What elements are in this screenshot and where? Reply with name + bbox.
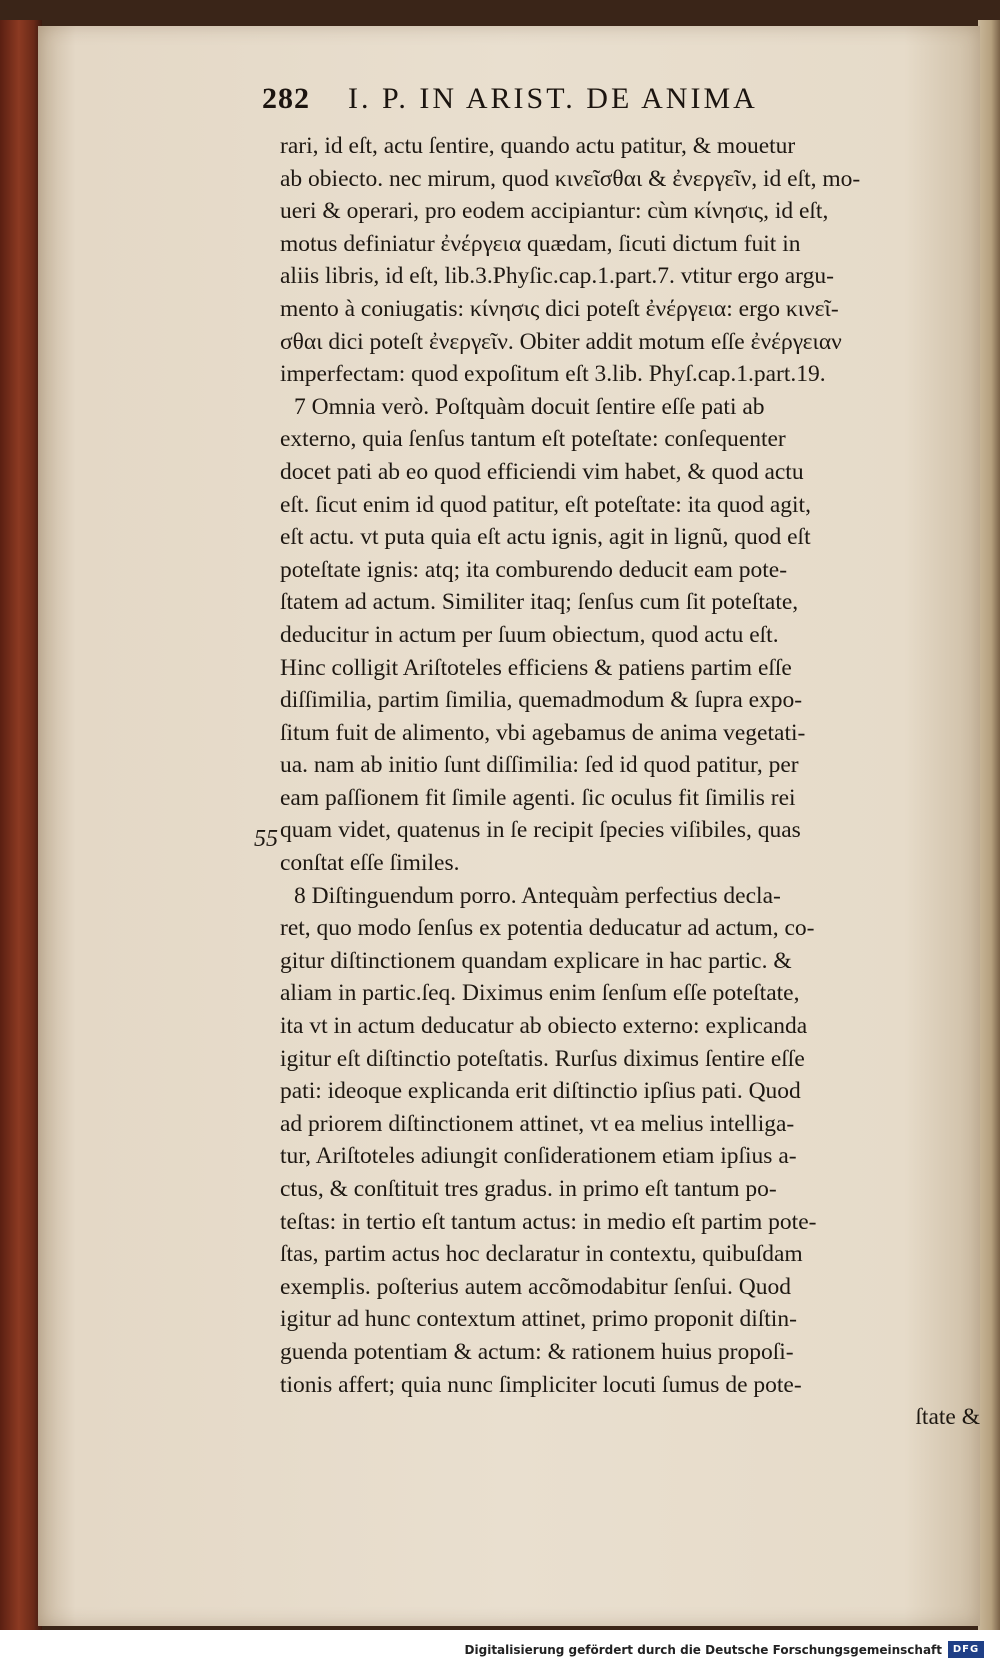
text-line: deducitur in actum per ſuum obiectum, quod actu eſt. [280,621,779,648]
text-line: exemplis. poſterius autem accõmodabitur ſenſui. Quod [280,1273,791,1300]
text-line: rari, id eſt, actu ſentire, quando actu patitur, & mouetur [280,133,796,159]
text-line: mento à coniugatis: κίνησις dici poteſt ἐνέργεια: ergo κινεῖ- [280,295,839,322]
text-line: ua. nam ab initio ſunt diſſimilia: ſed id quod patitur, per [280,752,799,779]
text-line: teſtas: in tertio eſt tantum actus: in medio eſt partim pote- [280,1208,817,1235]
text-line: conſtat eſſe ſimiles. [280,850,460,877]
text-line: diſſimilia, partim ſimilia, quemadmodum & ſupra expo- [280,687,803,714]
text-line: eam paſſionem fit ſimile agenti. ſic oculus fit ſimilis rei [280,784,796,811]
text-line: Hinc colligit Ariſtoteles efficiens & patiens partim eſſe [280,654,792,681]
text-line: eſt actu. vt puta quia eſt actu ignis, agit in lignũ, quod eſt [280,524,811,551]
text-line: tur, Ariſtoteles adiungit conſiderationem etiam ipſius a- [280,1143,797,1170]
text-line: imperfectam: quod expoſitum eſt 3.lib. Phyſ.cap.1.part.19. [280,361,826,388]
text-line: poteſtate ignis: atq; ita comburendo deducit eam pote- [280,556,788,583]
text-line: guenda potentiam & actum: & rationem huius propoſi- [280,1338,794,1365]
footer-credit: Digitalisierung gefördert durch die Deutsche Forschungsgemeinschaft [464,1643,942,1657]
text-line: externo, quia ſenſus tantum eſt poteſtate: conſequenter [280,426,786,453]
text-line: ſtate & [915,1404,980,1431]
text-line: ſtatem ad actum. Similiter itaq; ſenſus cum ſit poteſtate, [280,589,799,616]
text-line: igitur ad hunc contextum attinet, primo proponit diſtin- [280,1306,797,1333]
text-line: ctus, & conſtituit tres gradus. in primo eſt tantum po- [280,1176,777,1202]
text-line: aliam in partic.ſeq. Diximus enim ſenſum eſſe poteſtate, [280,980,800,1007]
text-line: ad priorem diſtinctionem attinet, vt ea melius intelliga- [280,1110,795,1137]
book-cover-edge [0,20,42,1630]
page-edge-right [978,20,1000,1630]
text-line: tionis affert; quia nunc ſimpliciter locuti ſumus de pote- [280,1371,802,1398]
text-line: ita vt in actum deducatur ab obiecto externo: explicanda [280,1013,808,1040]
running-head [262,82,882,126]
text-line: quam videt, quatenus in ſe recipit ſpecies viſibiles, quas [280,817,801,844]
running-title: I. P. IN ARIST. DE ANIMA [348,82,758,115]
margin-note: 55 [254,826,278,852]
text-line: docet pati ab eo quod efficiendi vim habet, & quod actu [280,458,804,485]
text-line: aliis libris, id eſt, lib.3.Phyſic.cap.1.part.7. vtitur ergo argu- [280,263,834,290]
text-line: ueri & operari, pro eodem accipiantur: cùm κίνησις, id eſt, [280,198,829,225]
text-line: igitur eſt diſtinctio poteſtatis. Rurſus diximus ſentire eſſe [280,1045,805,1072]
text-line: motus definiatur ἐνέργεια quædam, ſicuti dictum fuit in [280,230,801,257]
text-line: 7 Omnia verò. Poſtquàm docuit ſentire eſſe pati ab [294,393,765,420]
body-text [280,130,980,1434]
text-line: σθαι dici poteſt ἐνεργεῖν. Obiter addit motum eſſe ἐνέργειαν [280,328,842,355]
text-line: ſitum fuit de alimento, vbi agebamus de anima vegetati- [280,719,806,746]
text-line: pati: ideoque explicanda erit diſtinctio ipſius pati. Quod [280,1078,801,1105]
text-line: ſtas, partim actus hoc declaratur in contextu, quibuſdam [280,1241,803,1268]
page-number: 282 [262,82,310,115]
text-line: ret, quo modo ſenſus ex potentia deducatur ad actum, co- [280,915,815,942]
text-line: 8 Diſtinguendum porro. Antequàm perfectius decla- [294,882,781,909]
text-line: eſt. ſicut enim id quod patitur, eſt poteſtate: ita quod agit, [280,491,811,518]
dfg-logo: DFG [948,1641,984,1658]
text-line: gitur diſtinctionem quandam explicare in hac partic. & [280,947,792,974]
text-line: ab obiecto. nec mirum, quod κινεῖσθαι & ἐνεργεῖν, id eſt, mo- [280,165,861,192]
